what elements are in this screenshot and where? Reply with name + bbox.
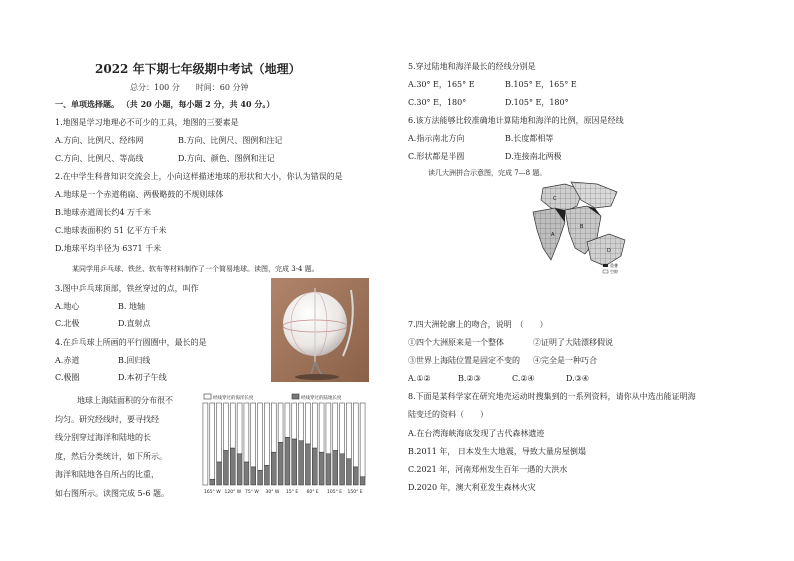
globe-model-photo bbox=[271, 278, 369, 382]
q7-option-a: A.①② bbox=[408, 374, 431, 383]
q4-option-c: C.极圈 bbox=[55, 373, 80, 382]
bar-ocean bbox=[244, 403, 249, 462]
continents-fit-map bbox=[525, 178, 635, 278]
bar-ocean bbox=[271, 403, 276, 452]
q8-option-c: C.2021 年，河南郑州发生百年一遇的大洪水 bbox=[408, 465, 568, 474]
bar-ocean bbox=[203, 403, 208, 485]
bar-ocean bbox=[251, 403, 256, 467]
bar-land bbox=[237, 454, 242, 485]
question-2: 2.在中学生科普知识交流会上，小向这样描述地球的形状和大小，你认为错误的是 bbox=[55, 172, 343, 181]
intro-3-4: 某同学用乒乓球、铁丝、软布等材料制作了一个简易地球。读图，完成 3-4 题。 bbox=[72, 265, 319, 273]
q4-option-b: B.回归线 bbox=[118, 356, 151, 365]
bar-ocean bbox=[230, 403, 235, 448]
q3-option-d: D.直射点 bbox=[118, 319, 151, 328]
bar-land bbox=[360, 477, 365, 485]
bar-ocean bbox=[360, 403, 365, 477]
q8-option-d: D.2020 年，澳大利亚发生森林火灾 bbox=[408, 483, 536, 492]
intro-line: 均匀。研究经线时，要寻找经 bbox=[55, 414, 159, 424]
x-tick-label: 105° E bbox=[327, 490, 343, 495]
q2-option-b: B.地球赤道周长约4 万千米 bbox=[55, 208, 152, 217]
bar-ocean bbox=[258, 403, 263, 470]
bar-ocean bbox=[264, 403, 269, 465]
bar-land bbox=[353, 467, 358, 485]
q6-option-b: B.长度都相等 bbox=[505, 134, 554, 143]
bar-ocean bbox=[340, 403, 345, 454]
bar-land bbox=[278, 442, 283, 485]
q6-option-d: D.连接南北两极 bbox=[505, 152, 562, 161]
bar-land bbox=[210, 479, 215, 485]
bar-ocean bbox=[319, 403, 324, 452]
bar-ocean bbox=[312, 403, 317, 448]
bar-land bbox=[333, 451, 338, 485]
q7-statement-3: ③世界上海陆位置是固定不变的 bbox=[408, 356, 520, 365]
question-6: 6.该方法能够比较准确地计算陆地和海洋的比例，原因是经线 bbox=[408, 116, 624, 125]
section-heading: 一、单项选择题。 （共 20 小题，每小题 2 分，共 40 分。） bbox=[55, 99, 275, 109]
bar-ocean bbox=[346, 403, 351, 459]
q2-option-a: A.地球是一个赤道稍扁、两极略鼓的不规则球体 bbox=[55, 190, 224, 199]
q7-option-b: B.②③ bbox=[458, 374, 481, 383]
intro-line: 度，然后分类统计，如下所示。 bbox=[55, 451, 167, 461]
map-legend-gap-swatch bbox=[603, 270, 608, 273]
question-8-line2: 陆变迁的资料（ ） bbox=[408, 410, 488, 419]
map-legend-overlap: 重叠 bbox=[610, 263, 618, 268]
score-info: 总分：100 分 时间：60 分钟 bbox=[130, 83, 249, 92]
bar-land bbox=[305, 444, 310, 485]
bar-land bbox=[264, 465, 269, 485]
bar-land bbox=[244, 462, 249, 485]
svg-text:A: A bbox=[551, 232, 555, 238]
bar-ocean bbox=[353, 403, 358, 467]
q1-option-c: C.方向、比例尺、等高线 bbox=[55, 154, 144, 163]
x-tick-label: 60° E bbox=[306, 490, 319, 495]
x-tick-label: 30° W bbox=[265, 490, 280, 495]
question-3: 3.图中乒乓球顶部，铁丝穿过的点，叫作 bbox=[55, 284, 199, 293]
x-tick-label: 15° E bbox=[286, 490, 299, 495]
intro-line: 海洋和陆地各自所占的比重， bbox=[55, 470, 159, 479]
question-8-line1: 8.下面是某科学家在研究地壳运动时搜集到的一系列资料，请你从中选出能证明海 bbox=[408, 392, 696, 401]
legend-swatch-ocean bbox=[204, 394, 211, 399]
bar-land bbox=[299, 441, 304, 485]
q7-option-c: C.②④ bbox=[512, 374, 535, 383]
bar-ocean bbox=[292, 403, 297, 439]
q5-option-b: B.105° E，165° E bbox=[505, 80, 577, 89]
q1-option-b: B.方向、比例尺、图例和注记 bbox=[178, 136, 283, 145]
q7-option-d: D.③④ bbox=[566, 374, 590, 383]
bar-ocean bbox=[285, 403, 290, 437]
q7-statement-2: ②证明了大陆漂移假说 bbox=[533, 338, 613, 347]
q2-option-d: D.地球平均半径为 6371 千米 bbox=[55, 244, 162, 253]
q5-option-c: C.30° E，180° bbox=[408, 98, 467, 107]
bar-land bbox=[285, 437, 290, 485]
q6-option-a: A.指示南北方向 bbox=[408, 134, 465, 143]
question-5: 5.穿过陆地和海洋最长的经线分别是 bbox=[408, 62, 536, 71]
q3-option-c: C.北极 bbox=[55, 319, 80, 328]
bar-land bbox=[319, 452, 324, 485]
bar-ocean bbox=[223, 403, 228, 451]
bar-land bbox=[312, 448, 317, 485]
q3-option-a: A.地心 bbox=[55, 302, 80, 311]
intro-7-8: 读几大洲拼合示意图，完成 7—8 题。 bbox=[428, 169, 547, 177]
q5-option-a: A.30° E，165° E bbox=[408, 80, 475, 89]
meridian-chart bbox=[196, 392, 372, 496]
bar-ocean bbox=[326, 403, 331, 454]
map-legend-overlap-swatch bbox=[603, 264, 608, 267]
bar-land bbox=[346, 459, 351, 485]
q4-option-a: A.赤道 bbox=[55, 356, 80, 365]
intro-line: 地球上海陆面积的分布很不 bbox=[77, 396, 173, 405]
question-7: 7.四大洲轮廓上的吻合，说明 （ ） bbox=[408, 320, 548, 329]
bar-ocean bbox=[278, 403, 283, 442]
x-tick-label: 75° W bbox=[245, 490, 259, 495]
legend-swatch-land bbox=[292, 394, 299, 399]
q6-option-c: C.形状都是半圆 bbox=[408, 152, 465, 161]
q2-option-c: C.地球表面积约 51 亿平方千米 bbox=[55, 226, 167, 235]
q8-option-a: A.在台湾海峡海底发现了古代森林遗迹 bbox=[408, 429, 545, 438]
intro-5-6 bbox=[55, 392, 195, 503]
legend-land: 经线穿过的陆地长度 bbox=[301, 396, 342, 401]
bar-ocean bbox=[210, 403, 215, 479]
legend-ocean: 经线穿过的海洋长度 bbox=[213, 396, 254, 401]
bar-land bbox=[340, 454, 345, 485]
question-1: 1.地图是学习地理必不可少的工具，地图的三要素是 bbox=[55, 118, 239, 127]
bar-land bbox=[326, 454, 331, 485]
bar-land bbox=[292, 439, 297, 485]
q5-option-d: D.105° E，180° bbox=[505, 98, 569, 107]
map-legend-gap: 空隙 bbox=[610, 269, 618, 274]
x-tick-label: 165° W bbox=[204, 490, 221, 495]
intro-line: 如右图所示。读图完成 5-6 题。 bbox=[55, 488, 169, 498]
svg-text:C: C bbox=[553, 196, 557, 202]
q8-option-b: B.2011 年， 日本发生大地震，导致大量房屋倒塌 bbox=[408, 447, 586, 456]
svg-text:B: B bbox=[580, 224, 584, 230]
bar-ocean bbox=[305, 403, 310, 444]
bar-ocean bbox=[333, 403, 338, 451]
bar-ocean bbox=[217, 403, 222, 462]
bar-land bbox=[271, 452, 276, 485]
q1-option-a: A.方向、比例尺、经纬网 bbox=[55, 136, 144, 145]
q7-statement-4: ④完全是一种巧合 bbox=[533, 356, 597, 365]
q3-option-b: B. 地轴 bbox=[118, 302, 145, 311]
bar-ocean bbox=[237, 403, 242, 454]
q1-option-d: D.方向、颜色、图例和注记 bbox=[178, 154, 275, 163]
svg-text:D: D bbox=[607, 248, 611, 254]
bar-land bbox=[230, 448, 235, 485]
question-4: 4.在乒乓球上所画的平行圆圈中，最长的是 bbox=[55, 338, 207, 347]
intro-line: 线分别穿过海洋和陆地的长 bbox=[55, 433, 151, 442]
bar-land bbox=[223, 451, 228, 485]
bar-land bbox=[258, 470, 263, 485]
q7-statement-1: ①四个大洲原来是一个整体 bbox=[408, 338, 504, 347]
bar-land bbox=[251, 467, 256, 485]
x-tick-label: 150° E bbox=[347, 490, 363, 495]
x-tick-label: 120° W bbox=[224, 490, 242, 495]
bar-land bbox=[217, 462, 222, 485]
page-title: 2022 年下期七年级期中考试（地理） bbox=[95, 62, 301, 76]
bar-ocean bbox=[299, 403, 304, 441]
q4-option-d: D.本初子午线 bbox=[118, 373, 167, 382]
